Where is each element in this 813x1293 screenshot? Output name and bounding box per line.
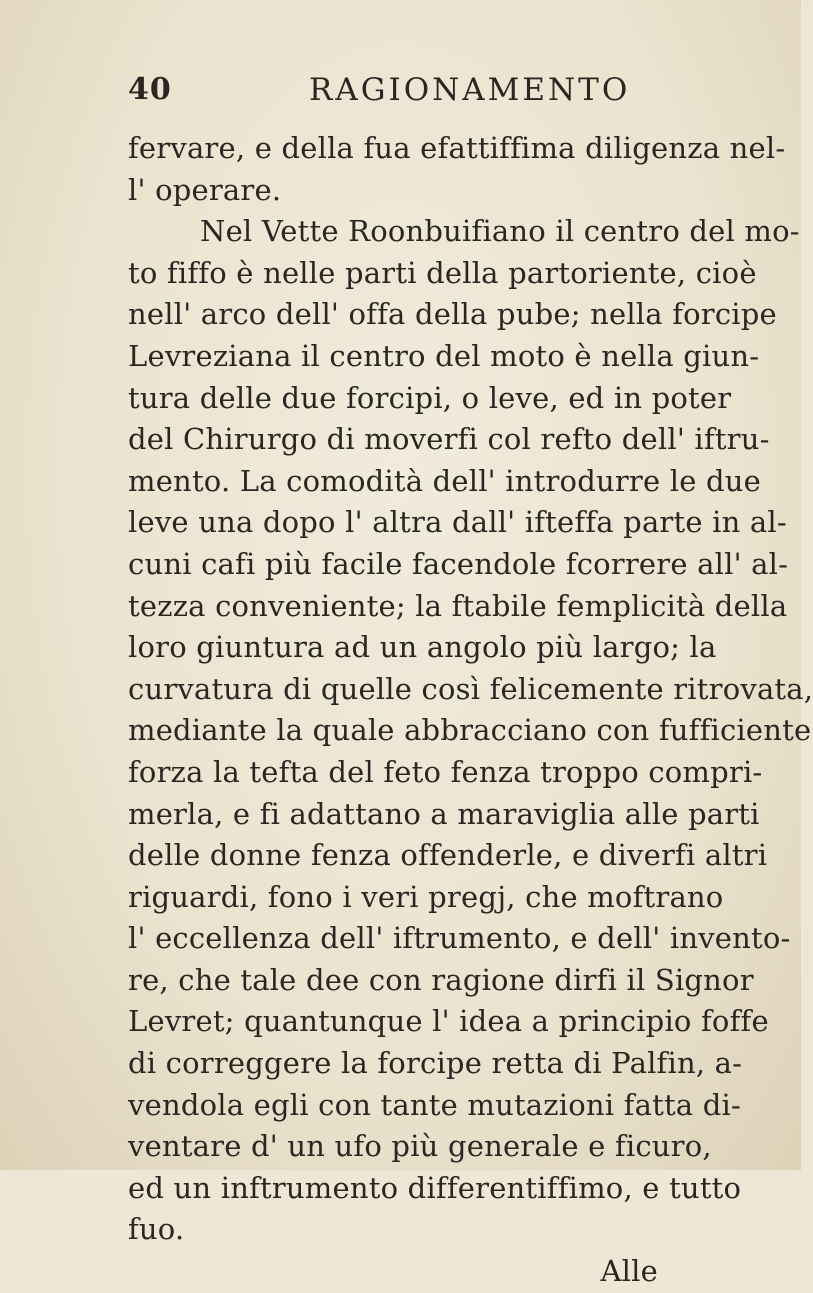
running-head: RAGIONAMENTO bbox=[309, 72, 631, 108]
text-line: riguardi, fono i veri pregj, che moftrano bbox=[128, 879, 724, 914]
text-line: curvatura di quelle così felicemente ritrovata, bbox=[128, 671, 813, 706]
text-line: mento. La comodità dell' introdurre le due bbox=[128, 463, 762, 498]
text-line: loro giuntura ad un angolo più largo; la bbox=[128, 630, 717, 665]
page-number: 40 bbox=[128, 72, 172, 107]
text-line: del Chirurgo di moverfi col refto dell' iftru- bbox=[128, 422, 770, 457]
text-line: fuo. bbox=[128, 1212, 185, 1247]
text-line: mediante la quale abbracciano con fufficiente bbox=[128, 713, 812, 748]
text-line: delle donne fenza offenderle, e diverfi altri bbox=[128, 838, 768, 873]
text-line: ed un inftrumento differentiffimo, e tutto bbox=[128, 1170, 742, 1205]
text-line: di correggere la forcipe retta di Palfin, a- bbox=[128, 1046, 743, 1081]
text-line: to fiffo è nelle parti della partoriente, cioè bbox=[128, 255, 757, 290]
page-header bbox=[128, 72, 688, 112]
text-line: fervare, e della fua efattiffima diligenza nel- bbox=[128, 131, 786, 165]
text-line: re, che tale dee con ragione dirfi il Signor bbox=[128, 962, 754, 997]
text-line: Levreziana il centro del moto è nella giun- bbox=[128, 338, 760, 373]
text-line: tezza conveniente; la ftabile femplicità della bbox=[128, 588, 788, 623]
body-text bbox=[128, 128, 813, 1293]
text-line: l' operare. bbox=[128, 172, 282, 207]
text-line: leve una dopo l' altra dall' ifteffa parte in al- bbox=[128, 505, 787, 540]
text-line: merla, e fi adattano a maraviglia alle parti bbox=[128, 796, 760, 831]
text-line: ventare d' un ufo più generale e ficuro, bbox=[128, 1129, 712, 1164]
catchword: Alle bbox=[600, 1254, 658, 1289]
text-line: l' eccellenza dell' iftrumento, e dell' invento- bbox=[128, 921, 791, 956]
text-line: vendola egli con tante mutazioni fatta di- bbox=[128, 1087, 741, 1122]
text-line: nell' arco dell' offa della pube; nella forcipe bbox=[128, 297, 777, 332]
text-line: forza la tefta del feto fenza troppo compri- bbox=[128, 754, 763, 789]
text-line: tura delle due forcipi, o leve, ed in poter bbox=[128, 380, 732, 415]
text-line: Levret; quantunque l' idea a principio foffe bbox=[128, 1004, 769, 1039]
text-line: Nel Vette Roonbuifiano il centro del mo- bbox=[200, 214, 800, 249]
text-line: cuni cafi più facile facendole fcorrere all' al- bbox=[128, 546, 789, 581]
